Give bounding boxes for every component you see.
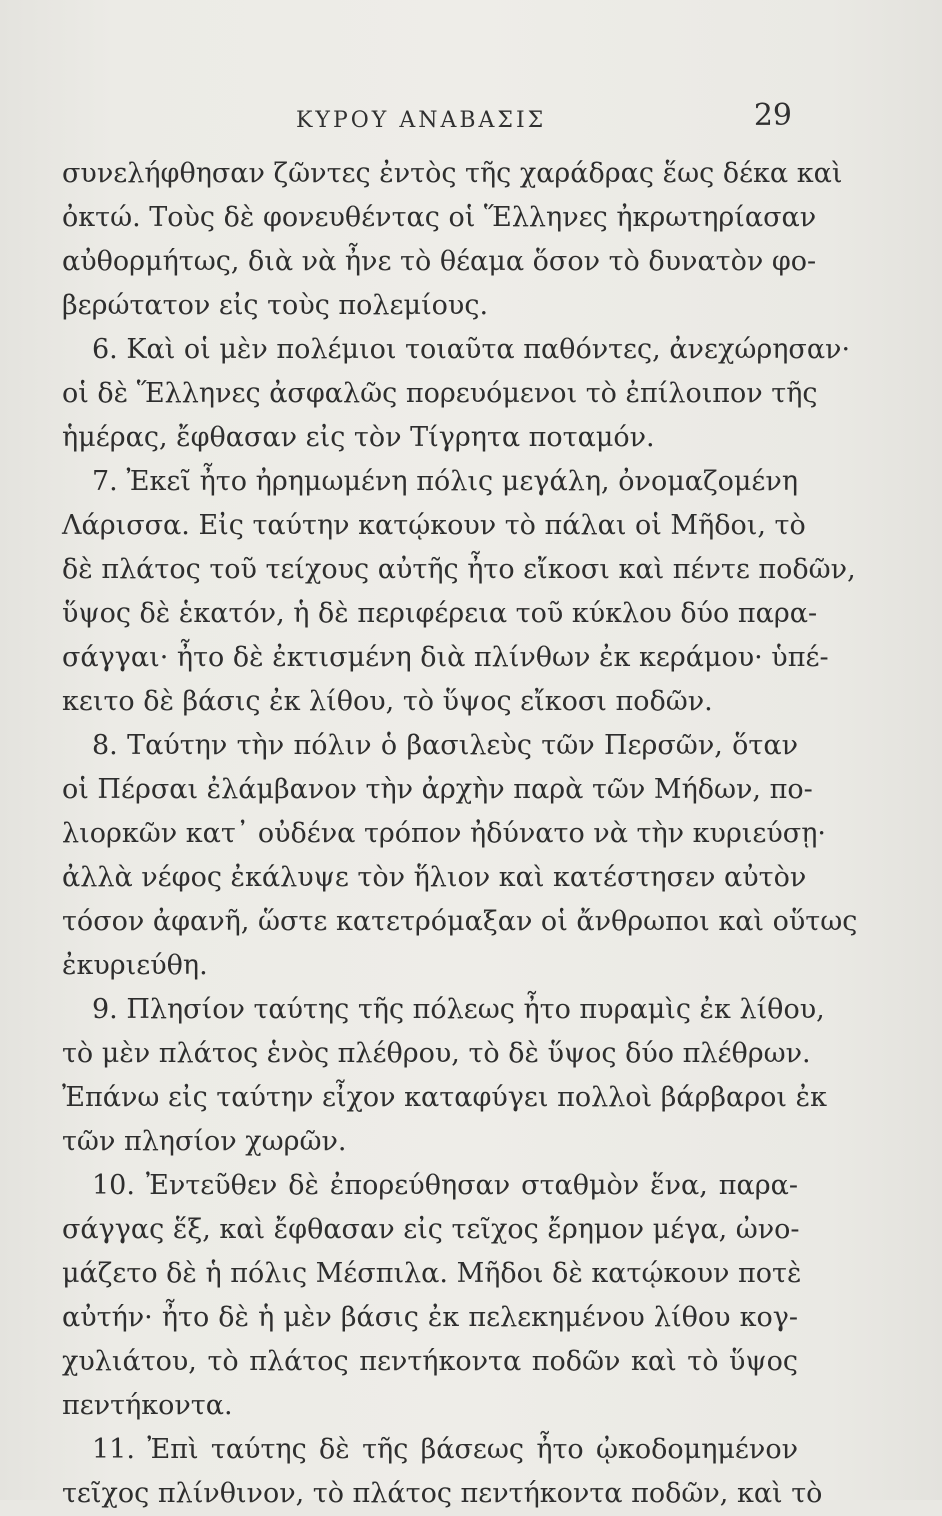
running-head: ΚΥΡΟΥ ΑΝΑΒΑΣΙΣ (296, 108, 547, 133)
text-line: ἡμέρας, ἔφθασαν εἰς τὸν Τίγρητα ποταμόν. (62, 422, 655, 453)
text-line: Λάρισσα. Εἰς ταύτην κατῴκουν τὸ πάλαι οἱ Μῆδοι, τὸ (62, 510, 806, 541)
text-line: πεντήκοντα. (62, 1390, 233, 1421)
text-line: χυλιάτου, τὸ πλάτος πεντήκοντα ποδῶν καὶ τὸ ὕψος (62, 1346, 798, 1377)
text-line: τῶν πλησίον χωρῶν. (62, 1126, 347, 1157)
text-line: οἱ δὲ Ἕλληνες ἀσφαλῶς πορευόμενοι τὸ ἐπίλοιπον τῆς (62, 378, 818, 409)
text-line: 10. Ἐντεῦθεν δὲ ἐπορεύθησαν σταθμὸν ἕνα, παρα- (92, 1170, 798, 1201)
text-line: 6. Καὶ οἱ μὲν πολέμιοι τοιαῦτα παθόντες, ἀνεχώρησαν· (92, 334, 851, 365)
text-line: 7. Ἐκεῖ ἦτο ἠρημωμένη πόλις μεγάλη, ὀνομαζομένη (92, 466, 798, 497)
page-number: 29 (753, 98, 792, 133)
text-line: ὀκτώ. Τοὺς δὲ φονευθέντας οἱ Ἕλληνες ἠκρωτηρίασαν (62, 202, 817, 233)
text-line: μάζετο δὲ ἡ πόλις Μέσπιλα. Μῆδοι δὲ κατῴκουν ποτὲ (62, 1258, 802, 1289)
text-line: αὐτήν· ἦτο δὲ ἡ μὲν βάσις ἐκ πελεκημένου λίθου κογ- (62, 1302, 798, 1333)
text-line: τόσον ἀφανῆ, ὥστε κατετρόμαξαν οἱ ἄνθρωποι καὶ οὕτως (62, 906, 858, 937)
text-line: λιορκῶν κατ᾽ οὐδένα τρόπον ἠδύνατο νὰ τὴν κυριεύσῃ· (62, 818, 826, 849)
text-line: ἐκυριεύθη. (62, 950, 208, 981)
text-line: τὸ μὲν πλάτος ἑνὸς πλέθρου, τὸ δὲ ὕψος δύο πλέθρων. (62, 1038, 811, 1069)
text-line: σάγγας ἕξ, καὶ ἔφθασαν εἰς τεῖχος ἔρημον μέγα, ὠνο- (62, 1214, 800, 1245)
text-line: σάγγαι· ἦτο δὲ ἐκτισμένη διὰ πλίνθων ἐκ κεράμου· ὑπέ- (62, 642, 829, 673)
text-line: οἱ Πέρσαι ἐλάμβανον τὴν ἀρχὴν παρὰ τῶν Μήδων, πο- (62, 774, 813, 805)
text-line: συνελήφθησαν ζῶντες ἐντὸς τῆς χαράδρας ἕως δέκα καὶ (62, 158, 843, 189)
text-line: τεῖχος πλίνθινον, τὸ πλάτος πεντήκοντα ποδῶν, καὶ τὸ (62, 1478, 823, 1509)
text-line: 8. Ταύτην τὴν πόλιν ὁ βασιλεὺς τῶν Περσῶν, ὅταν (92, 730, 798, 761)
text-line: 11. Ἐπὶ ταύτης δὲ τῆς βάσεως ἦτο ᾠκοδομημένον (92, 1434, 798, 1465)
text-line: ὕψος δὲ ἑκατόν, ἡ δὲ περιφέρεια τοῦ κύκλου δύο παρα- (62, 598, 818, 629)
text-line: κειτο δὲ βάσις ἐκ λίθου, τὸ ὕψος εἴκοσι ποδῶν. (62, 686, 713, 717)
text-line: Ἐπάνω εἰς ταύτην εἶχον καταφύγει πολλοὶ βάρβαροι ἐκ (62, 1082, 827, 1113)
text-line: βερώτατον εἰς τοὺς πολεμίους. (62, 290, 489, 321)
text-line: 9. Πλησίον ταύτης τῆς πόλεως ἦτο πυραμὶς ἐκ λίθου, (92, 994, 825, 1025)
text-line: ἀλλὰ νέφος ἐκάλυψε τὸν ἥλιον καὶ κατέστησεν αὐτὸν (62, 862, 807, 893)
text-line: αὐθορμήτως, διὰ νὰ ἦνε τὸ θέαμα ὅσον τὸ δυνατὸν φο- (62, 246, 817, 277)
text-line: δὲ πλάτος τοῦ τείχους αὐτῆς ἦτο εἴκοσι καὶ πέντε ποδῶν, (62, 554, 856, 585)
page-header (60, 98, 800, 138)
